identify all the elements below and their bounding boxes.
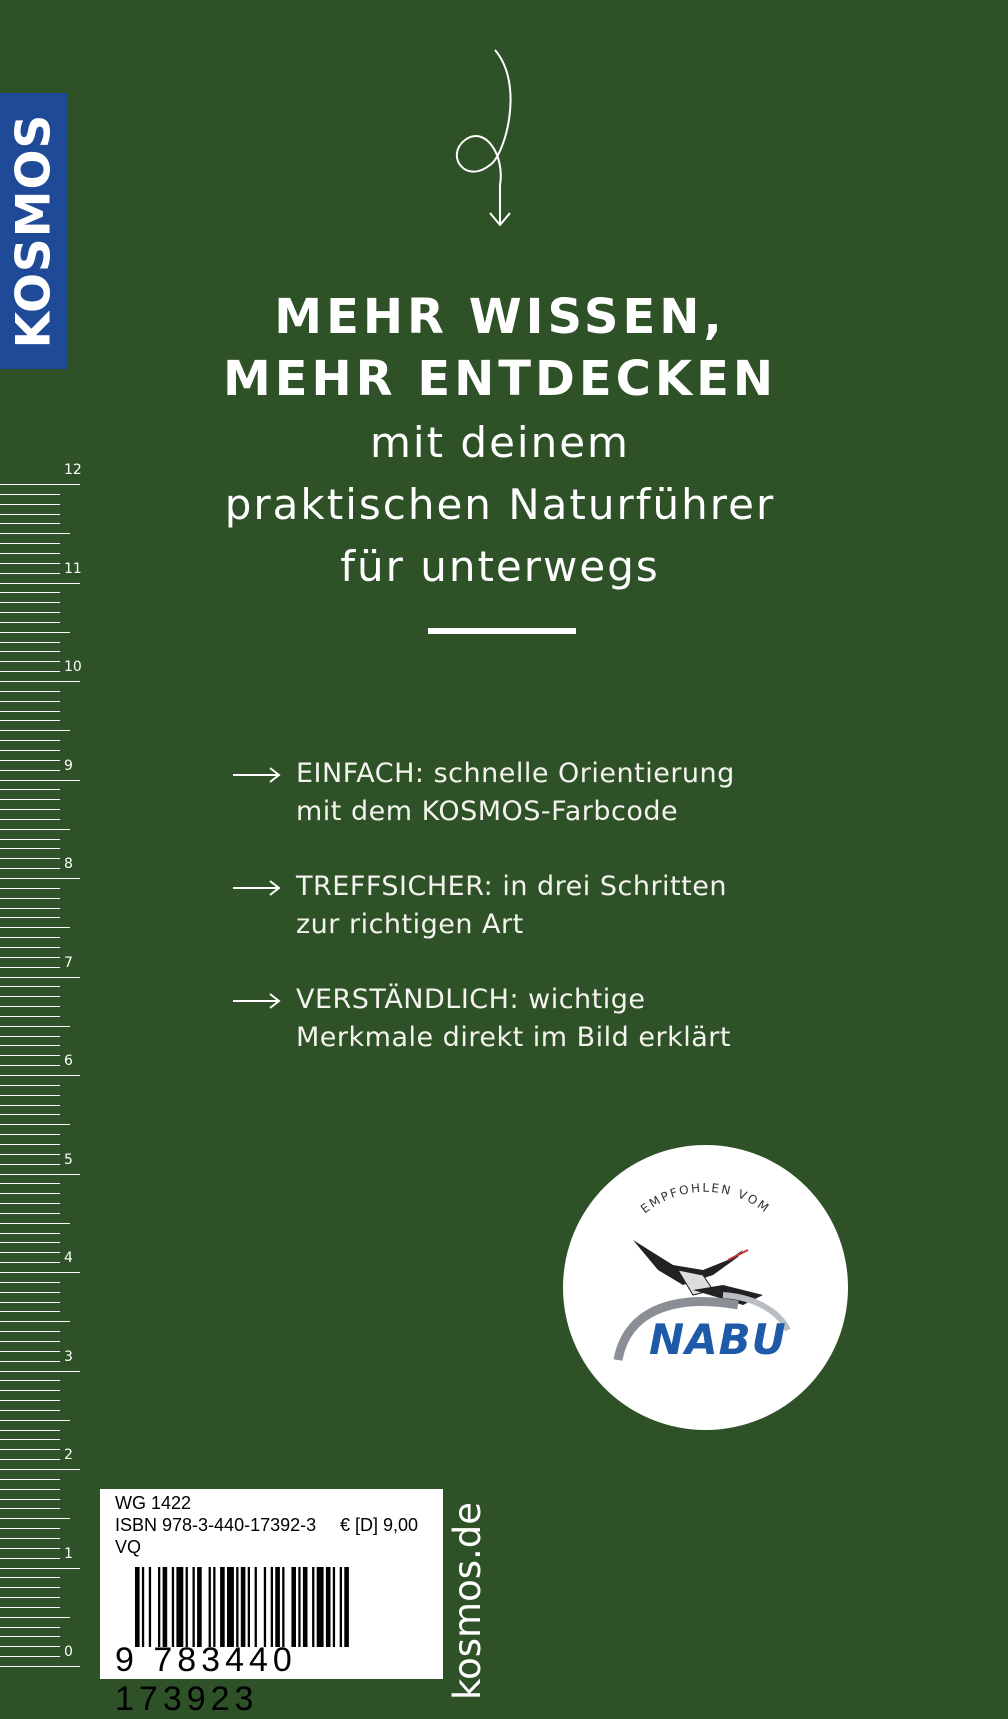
barcode-bar — [176, 1567, 183, 1647]
ruler-tick — [0, 1508, 60, 1509]
ruler-tick — [0, 1587, 60, 1588]
kosmos-logo-tab — [0, 93, 67, 369]
ruler-tick — [0, 1479, 60, 1480]
feature-item — [233, 868, 833, 944]
barcode-bar — [275, 1567, 280, 1647]
ruler-tick — [0, 1006, 60, 1007]
ruler-tick — [0, 1242, 60, 1243]
nabu-logo-text: NABU — [649, 1315, 787, 1364]
barcode-bar — [298, 1567, 300, 1647]
ruler-tick — [0, 504, 60, 505]
ruler-tick — [0, 1341, 60, 1342]
barcode-bar — [255, 1567, 257, 1647]
ruler-tick — [0, 1627, 60, 1628]
ruler-tick — [0, 1420, 70, 1421]
barcode-bar — [248, 1567, 250, 1647]
barcode-bar — [317, 1567, 324, 1647]
ruler-number: 2 — [64, 1447, 73, 1463]
ruler-tick — [0, 553, 60, 554]
swirl-arrow-icon — [445, 45, 555, 235]
barcode-bar — [172, 1567, 174, 1647]
nabu-badge-graphic — [563, 1145, 848, 1430]
feature-item — [233, 981, 833, 1057]
subline — [140, 412, 860, 598]
ruler-tick — [0, 1223, 70, 1224]
barcode-bar — [193, 1567, 195, 1647]
ruler-tick — [0, 1311, 60, 1312]
ruler-tick — [0, 523, 60, 524]
ruler-tick — [0, 494, 60, 495]
ruler-tick — [0, 1607, 60, 1608]
ruler-tick — [0, 1193, 60, 1194]
ruler-tick — [0, 573, 60, 574]
ruler-tick — [0, 612, 60, 613]
ruler-tick — [0, 661, 60, 662]
ruler-tick — [0, 1430, 60, 1431]
ruler-tick — [0, 740, 60, 741]
barcode-bar — [158, 1567, 160, 1647]
ruler-tick — [0, 1439, 60, 1440]
ruler-number: 11 — [64, 560, 82, 577]
ruler-tick — [0, 730, 70, 731]
ruler-tick — [0, 622, 60, 623]
ruler-number: 1 — [64, 1545, 73, 1562]
barcode-bar — [303, 1567, 308, 1647]
vq-text: VQ — [115, 1537, 142, 1557]
barcode-bar — [142, 1567, 144, 1647]
ruler-tick — [0, 986, 60, 987]
barcode-bar — [209, 1567, 211, 1647]
product-code: WG 1422 — [115, 1493, 192, 1513]
ruler-tick — [0, 642, 60, 643]
ruler-number: 4 — [64, 1250, 73, 1266]
ruler-tick — [0, 1351, 60, 1352]
ruler-tick — [0, 651, 60, 652]
arrow-right-icon — [233, 993, 281, 1009]
ruler-tick — [0, 848, 60, 849]
ruler-tick — [0, 1646, 60, 1647]
headline-line-1: MEHR WISSEN, — [274, 289, 726, 345]
ruler-tick — [0, 1105, 60, 1106]
barcode-bar — [312, 1567, 314, 1647]
barcode-digits: 9 783440 173923 — [115, 1641, 297, 1718]
feature-line-2: zur richtigen Art — [296, 909, 524, 940]
ruler-tick — [0, 1085, 60, 1086]
ruler-tick — [0, 819, 60, 820]
ruler-tick — [0, 1282, 60, 1283]
ruler-tick — [0, 967, 60, 968]
ruler-tick — [0, 1164, 60, 1165]
ruler-tick — [0, 1272, 80, 1273]
ruler-tick — [0, 947, 60, 948]
ruler-tick — [0, 1331, 60, 1332]
ruler-tick — [0, 514, 60, 515]
arrow-right-icon — [233, 767, 281, 783]
ruler — [0, 462, 90, 1670]
headline-line-2: MEHR ENTDECKEN — [222, 351, 778, 407]
ruler-tick — [0, 1489, 60, 1490]
subline-line-2: praktischen Naturführer — [224, 480, 776, 529]
ruler-tick — [0, 927, 70, 928]
ruler-tick — [0, 789, 60, 790]
ruler-tick — [0, 1095, 60, 1096]
barcode-bar — [149, 1567, 151, 1647]
ruler-tick — [0, 1183, 60, 1184]
ruler-tick — [0, 1558, 60, 1559]
barcode-bar — [213, 1567, 215, 1647]
barcode-bar — [241, 1567, 246, 1647]
ruler-tick — [0, 1390, 60, 1391]
barcode — [135, 1567, 430, 1647]
ruler-tick — [0, 632, 70, 633]
ruler-tick — [0, 1016, 60, 1017]
ruler-tick — [0, 1449, 60, 1450]
arrow-right-icon — [233, 880, 281, 896]
ruler-tick — [0, 691, 60, 692]
feature-line-2: mit dem KOSMOS-Farbcode — [296, 796, 679, 827]
ruler-tick — [0, 563, 60, 564]
ruler-tick — [0, 1499, 60, 1500]
headline — [140, 286, 860, 410]
ruler-tick — [0, 1065, 60, 1066]
ruler-tick — [0, 1055, 60, 1056]
ruler-tick — [0, 1075, 80, 1076]
barcode-bar — [291, 1567, 296, 1647]
ruler-tick — [0, 720, 60, 721]
ruler-tick — [0, 1292, 60, 1293]
ruler-tick — [0, 1410, 60, 1411]
ruler-tick — [0, 1321, 70, 1322]
ruler-tick — [0, 1233, 60, 1234]
ruler-tick — [0, 1371, 80, 1372]
ruler-tick — [0, 1459, 60, 1460]
ruler-tick — [0, 1262, 60, 1263]
ruler-tick — [0, 1154, 60, 1155]
ruler-tick — [0, 671, 60, 672]
ruler-tick — [0, 1518, 70, 1519]
ruler-tick — [0, 809, 60, 810]
ruler-tick — [0, 1597, 60, 1598]
ruler-tick — [0, 839, 60, 840]
barcode-bar — [271, 1567, 273, 1647]
ruler-number: 10 — [64, 659, 82, 675]
barcode-bar — [197, 1567, 202, 1647]
barcode-bar — [163, 1567, 168, 1647]
ruler-number: 6 — [64, 1053, 73, 1069]
ruler-number: 8 — [64, 856, 73, 872]
ruler-tick — [0, 1636, 60, 1637]
subline-line-1: mit deinem — [370, 418, 630, 467]
ruler-tick — [0, 977, 80, 978]
ruler-tick — [0, 583, 80, 584]
ruler-tick — [0, 937, 60, 938]
ruler-tick — [0, 750, 60, 751]
barcode-bar — [220, 1567, 225, 1647]
ruler-tick — [0, 484, 80, 485]
ruler-tick — [0, 592, 60, 593]
barcode-bar — [282, 1567, 284, 1647]
ruler-tick — [0, 711, 60, 712]
ruler-tick — [0, 543, 60, 544]
ruler-tick — [0, 701, 60, 702]
isbn-text: ISBN 978-3-440-17392-3 — [115, 1515, 317, 1535]
ruler-tick — [0, 1302, 60, 1303]
ruler-tick — [0, 1469, 80, 1470]
ruler-tick — [0, 1213, 60, 1214]
feature-line-1: EINFACH: schnelle Orientierung — [296, 758, 735, 789]
subline-line-3: für unterwegs — [340, 542, 660, 591]
ruler-tick — [0, 681, 80, 682]
price-text: € [D] 9,00 — [340, 1515, 419, 1535]
ruler-tick — [0, 799, 60, 800]
ruler-tick — [0, 1045, 60, 1046]
ruler-tick — [0, 1528, 60, 1529]
ruler-tick — [0, 858, 60, 859]
feature-list — [233, 755, 833, 1094]
barcode-bar — [326, 1567, 331, 1647]
ruler-tick — [0, 829, 70, 830]
barcode-bar — [236, 1567, 238, 1647]
ruler-number: 3 — [64, 1348, 73, 1365]
feature-line-1: TREFFSICHER: in drei Schritten — [296, 871, 727, 902]
ruler-tick — [0, 1174, 80, 1175]
kosmos-logo-text: KOSMOS — [6, 113, 61, 349]
barcode-bar — [227, 1567, 234, 1647]
ruler-tick — [0, 1380, 60, 1381]
barcode-bar — [344, 1567, 349, 1647]
ruler-number: 9 — [64, 757, 73, 774]
badge-arc-text: EMPFOHLEN VOM — [638, 1180, 773, 1217]
ruler-tick — [0, 868, 60, 869]
ruler-tick — [0, 1203, 60, 1204]
ruler-tick — [0, 888, 60, 889]
ruler-tick — [0, 1252, 60, 1253]
ruler-tick — [0, 898, 60, 899]
ruler-tick — [0, 1656, 60, 1657]
ruler-tick — [0, 878, 80, 879]
nabu-recommendation-badge — [563, 1145, 848, 1430]
barcode-bar — [333, 1567, 335, 1647]
feature-item — [233, 755, 833, 831]
barcode-bar — [186, 1567, 188, 1647]
ruler-tick — [0, 1144, 60, 1145]
svg-text:EMPFOHLEN VOM — [638, 1181, 773, 1216]
ruler-tick — [0, 1666, 80, 1667]
price-box — [100, 1489, 443, 1718]
ruler-tick — [0, 1577, 60, 1578]
website-url: kosmos.de — [446, 1502, 489, 1700]
feature-line-1: VERSTÄNDLICH: wichtige — [296, 984, 646, 1015]
ruler-tick — [0, 1134, 60, 1135]
ruler-tick — [0, 957, 60, 958]
ruler-tick — [0, 1617, 70, 1618]
ruler-tick — [0, 917, 60, 918]
ruler-tick — [0, 770, 60, 771]
feature-line-2: Merkmale direkt im Bild erklärt — [296, 1022, 731, 1053]
ruler-tick — [0, 1538, 60, 1539]
ruler-tick — [0, 908, 60, 909]
ruler-tick — [0, 1568, 80, 1569]
barcode-bar — [264, 1567, 266, 1647]
ruler-tick — [0, 1548, 60, 1549]
barcode-bar — [135, 1567, 140, 1647]
ruler-tick — [0, 996, 60, 997]
ruler-tick — [0, 1026, 70, 1027]
ruler-number: 5 — [64, 1151, 73, 1168]
ruler-tick — [0, 1124, 70, 1125]
ruler-tick — [0, 1114, 60, 1115]
ruler-number: 12 — [64, 462, 82, 478]
ruler-number: 0 — [64, 1644, 73, 1660]
ruler-tick — [0, 1400, 60, 1401]
ruler-tick — [0, 780, 80, 781]
ruler-tick — [0, 533, 70, 534]
ruler-number: 7 — [64, 954, 73, 971]
ruler-tick — [0, 602, 60, 603]
divider — [428, 628, 576, 634]
ruler-tick — [0, 1036, 60, 1037]
ruler-tick — [0, 1361, 60, 1362]
barcode-bar — [340, 1567, 342, 1647]
ruler-tick — [0, 760, 60, 761]
